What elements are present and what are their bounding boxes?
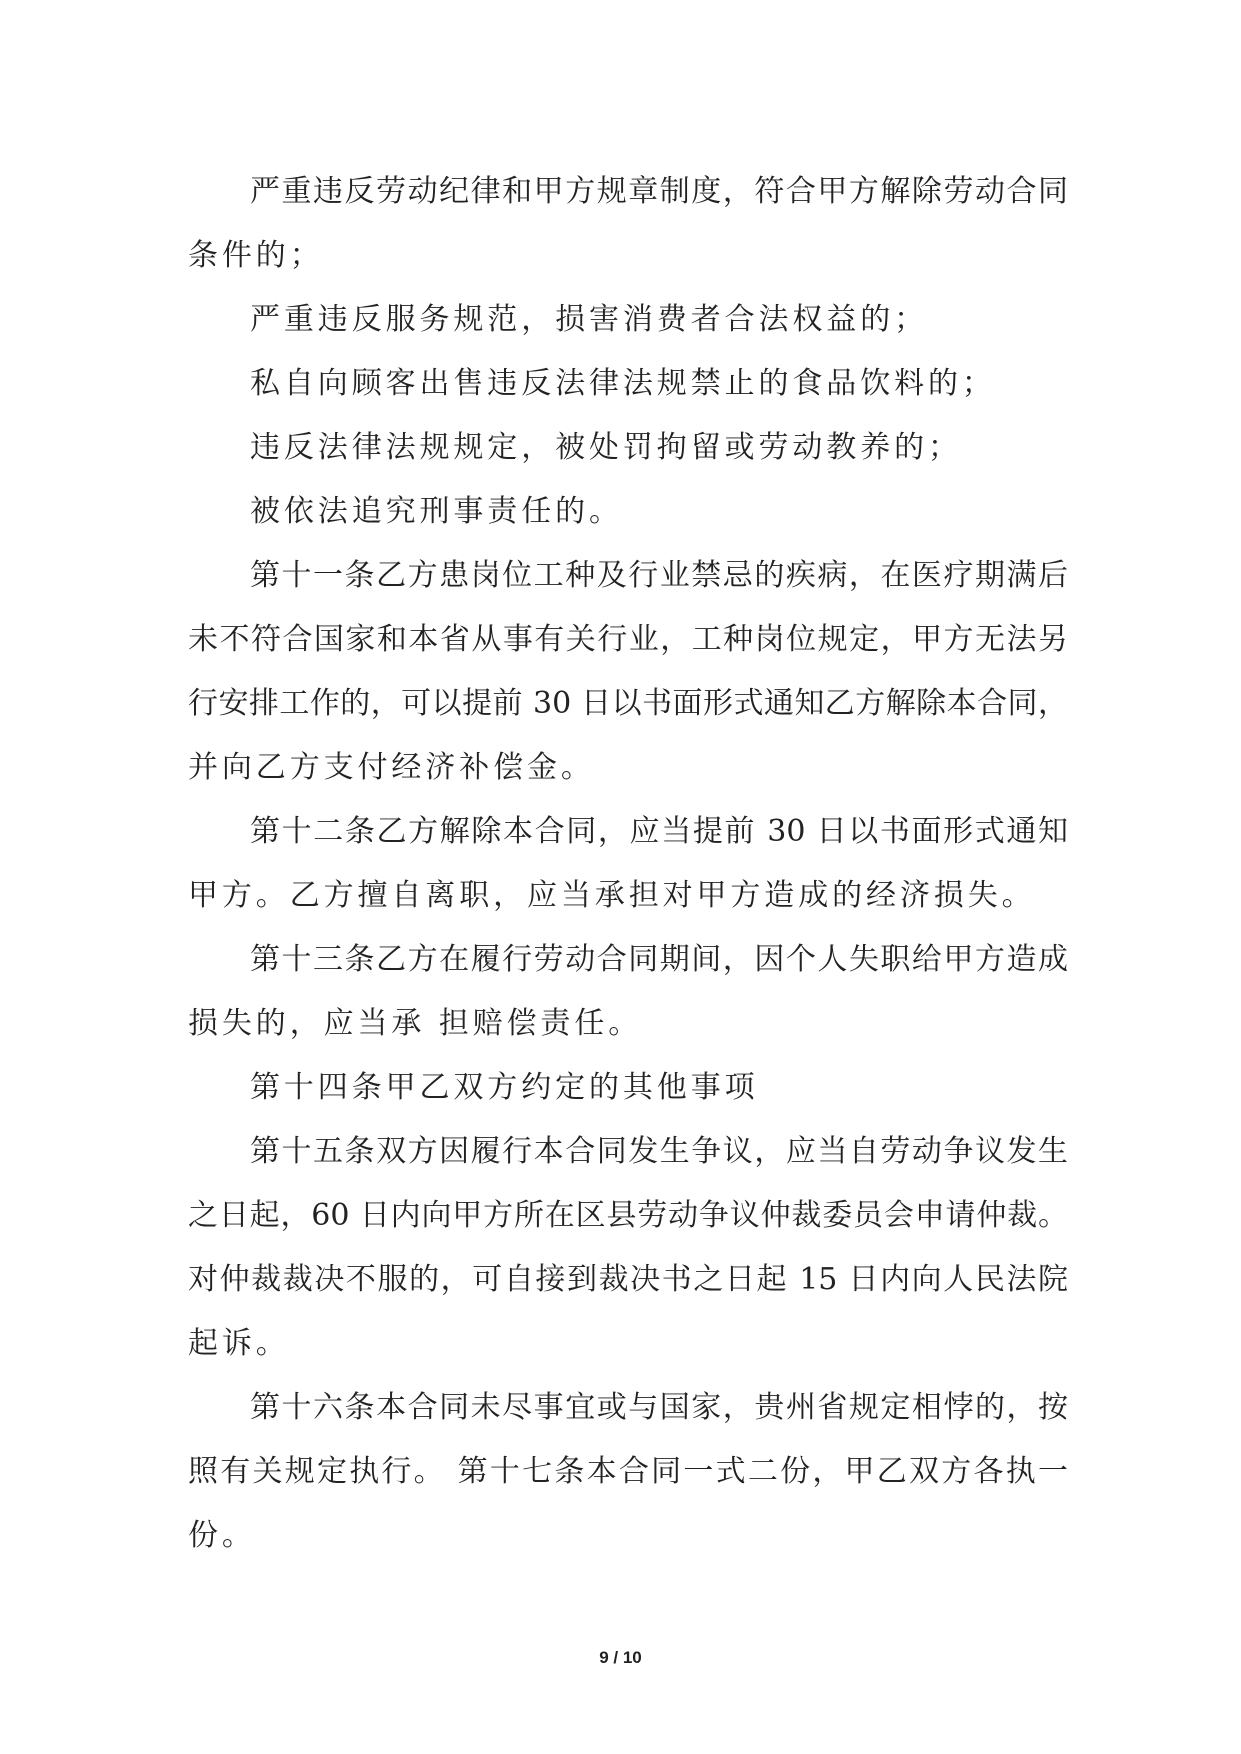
text-line: 严重违反服务规范，损害消费者合法权益的； (250, 302, 928, 337)
text-line: 严重违反劳动纪律和甲方规章制度，符合甲方解除劳动合同 (250, 174, 1068, 209)
contract-body (188, 160, 1068, 1568)
text-line: 之日起，60 日内向甲方所在区县劳动争议仲裁委员会申请仲裁。 (188, 1198, 1068, 1233)
text-line: 条件的； (188, 238, 324, 273)
text-line: 第十一条乙方患岗位工种及行业禁忌的疾病，在医疗期满后 (250, 558, 1068, 593)
text-line: 私自向顾客出售违反法律法规禁止的食品饮料的； (250, 366, 996, 401)
page-number: 9 / 10 (599, 1648, 642, 1667)
text-line: 被依法追究刑事责任的。 (250, 494, 623, 529)
text-line: 第十二条乙方解除本合同，应当提前 30 日以书面形式通知 (250, 814, 1068, 849)
text-line: 第十三条乙方在履行劳动合同期间，因个人失职给甲方造成 (250, 942, 1068, 977)
text-line: 甲方。乙方擅自离职，应当承担对甲方造成的经济损失。 (188, 878, 1036, 913)
text-line: 损失的，应当承 担赔偿责任。 (188, 1006, 643, 1041)
text-line: 未不符合国家和本省从事有关行业，工种岗位规定，甲方无法另 (188, 622, 1068, 657)
text-line: 第十五条双方因履行本合同发生争议，应当自劳动争议发生 (250, 1134, 1068, 1169)
text-line: 份。 (188, 1518, 256, 1553)
text-line: 并向乙方支付经济补偿金。 (188, 750, 595, 785)
text-line: 违反法律法规规定，被处罚拘留或劳动教养的； (250, 430, 962, 465)
text-line: 第十六条本合同未尽事宜或与国家，贵州省规定相悖的，按 (250, 1390, 1068, 1425)
text-line: 第十四条甲乙双方约定的其他事项 (250, 1070, 759, 1105)
text-line: 行安排工作的，可以提前 30 日以书面形式通知乙方解除本合同， (188, 686, 1068, 721)
text-line: 起诉。 (188, 1326, 290, 1361)
text-line: 对仲裁裁决不服的，可自接到裁决书之日起 15 日内向人民法院 (188, 1262, 1068, 1297)
text-line: 照有关规定执行。 第十七条本合同一式二份，甲乙双方各执一 (188, 1454, 1068, 1489)
